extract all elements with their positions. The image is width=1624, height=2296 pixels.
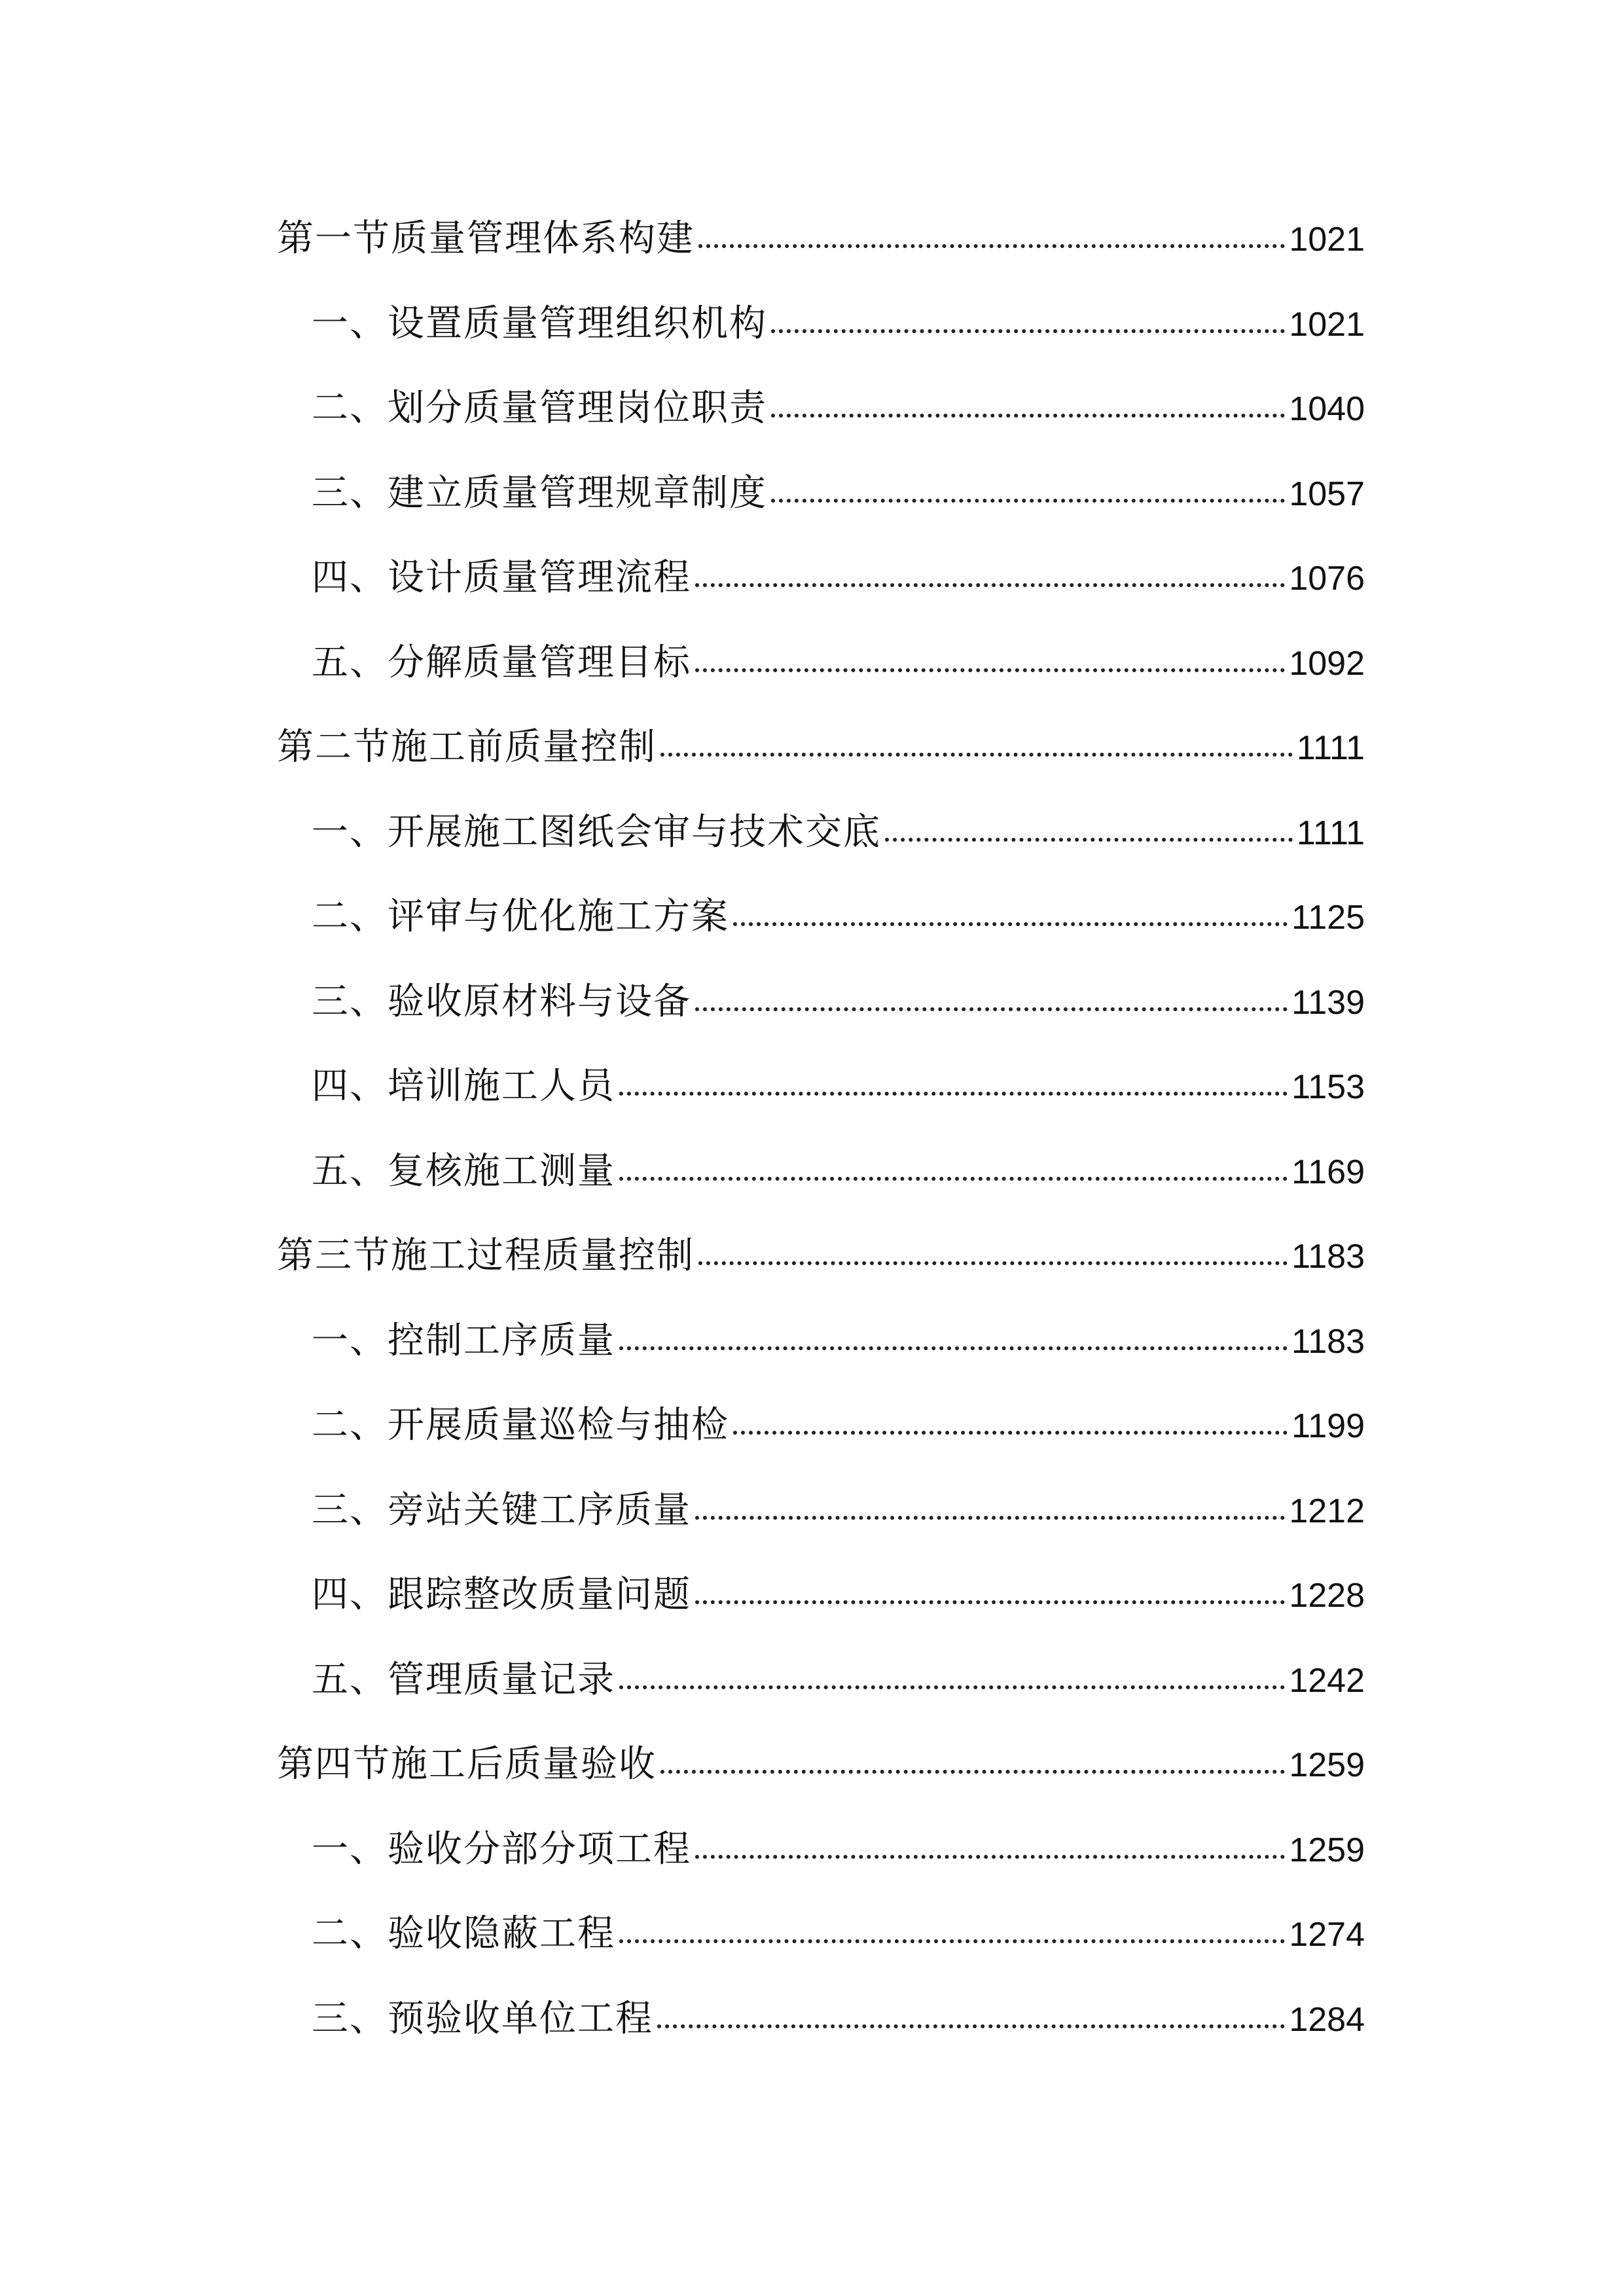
toc-subsection-entry[interactable] bbox=[277, 790, 1365, 875]
toc-entry-page-number: 1183 bbox=[1291, 1322, 1365, 1361]
toc-entry-page-number: 1125 bbox=[1291, 899, 1365, 937]
toc-entry-page-number: 1111 bbox=[1296, 814, 1365, 852]
toc-entry-title: 四、设计质量管理流程 bbox=[312, 556, 691, 599]
toc-entry-title: 第三节施工过程质量控制 bbox=[277, 1234, 695, 1277]
toc-entry-title: 三、验收原材料与设备 bbox=[312, 980, 691, 1023]
toc-subsection-entry[interactable] bbox=[277, 1044, 1365, 1129]
toc-entry-title: 一、开展施工图纸会审与技术交底 bbox=[312, 810, 881, 853]
toc-entry-title: 五、分解质量管理目标 bbox=[312, 641, 691, 684]
toc-entry-page-number: 1057 bbox=[1289, 475, 1365, 513]
toc-dot-leader bbox=[660, 753, 1293, 757]
toc-entry-title: 四、培训施工人员 bbox=[312, 1065, 615, 1107]
toc-subsection-entry[interactable] bbox=[277, 1552, 1365, 1638]
toc-dot-leader bbox=[619, 1177, 1288, 1181]
toc-subsection-entry[interactable] bbox=[277, 620, 1365, 706]
toc-dot-leader bbox=[771, 499, 1285, 503]
toc-dot-leader bbox=[695, 1516, 1285, 1520]
toc-entry-title: 二、评审与优化施工方案 bbox=[312, 895, 729, 938]
toc-subsection-entry[interactable] bbox=[277, 1638, 1365, 1723]
toc-entry-page-number: 1212 bbox=[1289, 1492, 1365, 1530]
toc-entry-title: 五、复核施工测量 bbox=[312, 1149, 615, 1193]
toc-entry-page-number: 1169 bbox=[1291, 1153, 1365, 1191]
toc-subsection-entry[interactable] bbox=[277, 366, 1365, 451]
toc-subsection-entry[interactable] bbox=[277, 281, 1365, 367]
toc-dot-leader bbox=[619, 1685, 1285, 1689]
toc-entry-title: 第四节施工后质量验收 bbox=[277, 1743, 657, 1785]
toc-entry-title: 二、验收隐蔽工程 bbox=[312, 1912, 615, 1955]
toc-entry-page-number: 1228 bbox=[1289, 1577, 1365, 1615]
toc-subsection-entry[interactable] bbox=[277, 1468, 1365, 1553]
toc-entry-page-number: 1259 bbox=[1289, 1831, 1365, 1869]
toc-section-entry[interactable] bbox=[277, 705, 1365, 790]
toc-entry-page-number: 1111 bbox=[1296, 729, 1365, 767]
toc-subsection-entry[interactable] bbox=[277, 1892, 1365, 1977]
toc-entry-title: 一、设置质量管理组织机构 bbox=[312, 302, 767, 345]
toc-entry-title: 一、验收分部分项工程 bbox=[312, 1827, 691, 1871]
toc-entry-page-number: 1153 bbox=[1291, 1068, 1365, 1106]
toc-dot-leader bbox=[657, 2024, 1285, 2028]
toc-entry-page-number: 1021 bbox=[1289, 221, 1365, 259]
toc-dot-leader bbox=[733, 922, 1288, 926]
toc-dot-leader bbox=[695, 583, 1285, 587]
toc-entry-title: 三、旁站关键工序质量 bbox=[312, 1488, 691, 1532]
toc-dot-leader bbox=[771, 414, 1285, 418]
toc-entry-page-number: 1199 bbox=[1291, 1407, 1365, 1445]
toc-entry-page-number: 1274 bbox=[1289, 1916, 1365, 1954]
toc-dot-leader bbox=[619, 1092, 1288, 1096]
toc-dot-leader bbox=[771, 329, 1285, 333]
toc-dot-leader bbox=[695, 668, 1285, 672]
toc-subsection-entry[interactable] bbox=[277, 535, 1365, 620]
toc-entry-page-number: 1021 bbox=[1289, 305, 1365, 344]
toc-subsection-entry[interactable] bbox=[277, 874, 1365, 960]
toc-dot-leader bbox=[698, 244, 1285, 248]
toc-dot-leader bbox=[695, 1600, 1285, 1604]
toc-entry-title: 第二节施工前质量控制 bbox=[277, 726, 657, 768]
toc-dot-leader bbox=[695, 1855, 1285, 1859]
toc-entry-title: 一、控制工序质量 bbox=[312, 1319, 615, 1362]
toc-entry-title: 二、划分质量管理岗位职责 bbox=[312, 387, 767, 429]
toc-entry-page-number: 1242 bbox=[1289, 1661, 1365, 1700]
toc-subsection-entry[interactable] bbox=[277, 1299, 1365, 1384]
toc-subsection-entry[interactable] bbox=[277, 1807, 1365, 1892]
toc-subsection-entry[interactable] bbox=[277, 1129, 1365, 1214]
toc-section-entry[interactable] bbox=[277, 1722, 1365, 1807]
toc-dot-leader bbox=[698, 1261, 1288, 1265]
toc-dot-leader bbox=[695, 1007, 1288, 1011]
toc-section-entry[interactable] bbox=[277, 196, 1365, 281]
toc-entry-title: 三、建立质量管理规章制度 bbox=[312, 471, 767, 514]
toc-entry-title: 第一节质量管理体系构建 bbox=[277, 217, 695, 260]
toc-entry-title: 四、跟踪整改质量问题 bbox=[312, 1573, 691, 1616]
toc-subsection-entry[interactable] bbox=[277, 960, 1365, 1045]
toc-entry-page-number: 1076 bbox=[1289, 560, 1365, 598]
toc-entry-page-number: 1183 bbox=[1291, 1238, 1365, 1276]
toc-subsection-entry[interactable] bbox=[277, 1383, 1365, 1468]
toc-entry-page-number: 1139 bbox=[1291, 983, 1365, 1022]
toc-dot-leader bbox=[885, 838, 1293, 842]
toc-entry-title: 三、预验收单位工程 bbox=[312, 1997, 653, 2040]
toc-entry-title: 五、管理质量记录 bbox=[312, 1658, 615, 1701]
toc-section-entry[interactable] bbox=[277, 1213, 1365, 1299]
toc-dot-leader bbox=[619, 1939, 1285, 1943]
toc-entry-page-number: 1259 bbox=[1289, 1746, 1365, 1784]
toc-dot-leader bbox=[619, 1346, 1288, 1350]
toc-entry-page-number: 1092 bbox=[1289, 644, 1365, 683]
toc-subsection-entry[interactable] bbox=[277, 451, 1365, 536]
table-of-contents bbox=[277, 196, 1365, 2061]
toc-dot-leader bbox=[733, 1431, 1288, 1435]
toc-entry-title: 二、开展质量巡检与抽检 bbox=[312, 1404, 729, 1446]
toc-subsection-entry[interactable] bbox=[277, 1977, 1365, 2062]
toc-entry-page-number: 1284 bbox=[1289, 2000, 1365, 2039]
toc-dot-leader bbox=[660, 1770, 1285, 1774]
toc-entry-page-number: 1040 bbox=[1289, 390, 1365, 428]
